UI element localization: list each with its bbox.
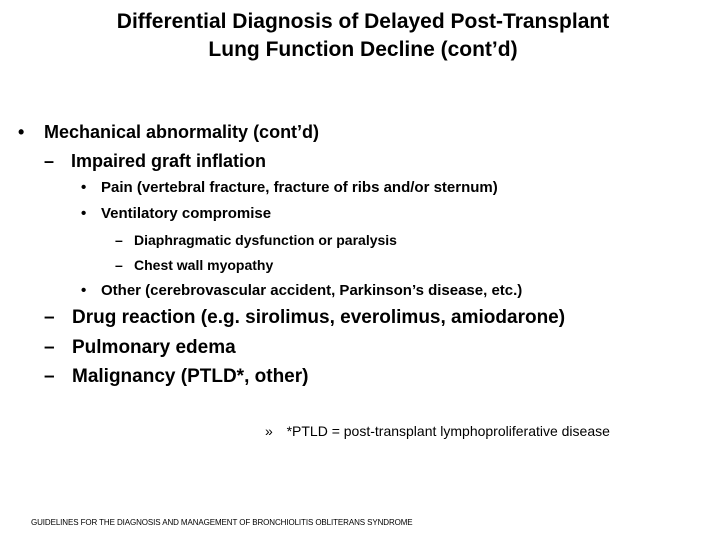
footnote [265,422,610,440]
item-text: Other (cerebrovascular accident, Parkinson’s disease, etc.) [101,282,523,299]
dash-marker: – [44,366,55,387]
bullet-marker: • [81,282,87,299]
item-text: Diaphragmatic dysfunction or paralysis [134,232,397,248]
item-text: Impaired graft inflation [71,151,267,171]
bullet-marker: • [18,122,25,142]
dash-marker: – [44,337,55,358]
dash-marker: – [115,257,123,273]
footnote-text: *PTLD = post-transplant lymphoproliferative disease [286,423,610,439]
item-text: Pain (vertebral fracture, fracture of ribs and/or sternum) [101,179,498,196]
bullet-text: Mechanical abnormality (cont’d) [44,122,320,142]
item-text: Drug reaction (e.g. sirolimus, everolimus, amiodarone) [72,307,566,328]
dash-marker: – [44,151,55,171]
item-text: Pulmonary edema [72,337,236,358]
bullet-marker: • [81,179,87,196]
item-text: Malignancy (PTLD*, other) [72,366,309,387]
item-text: Ventilatory compromise [101,205,272,222]
raquo-marker: » [265,423,273,439]
dash-marker: – [44,307,55,328]
title-line-2: Lung Function Decline (cont’d) [208,38,518,61]
footer-text: GUIDELINES FOR THE DIAGNOSIS AND MANAGEMENT OF BRONCHIOLITIS OBLITERANS SYNDROME [31,518,413,527]
title-line-1: Differential Diagnosis of Delayed Post-Transplant [116,10,610,33]
item-text: Chest wall myopathy [134,257,274,273]
dash-marker: – [115,232,123,248]
bullet-marker: • [81,205,87,222]
slide-title [0,8,720,64]
